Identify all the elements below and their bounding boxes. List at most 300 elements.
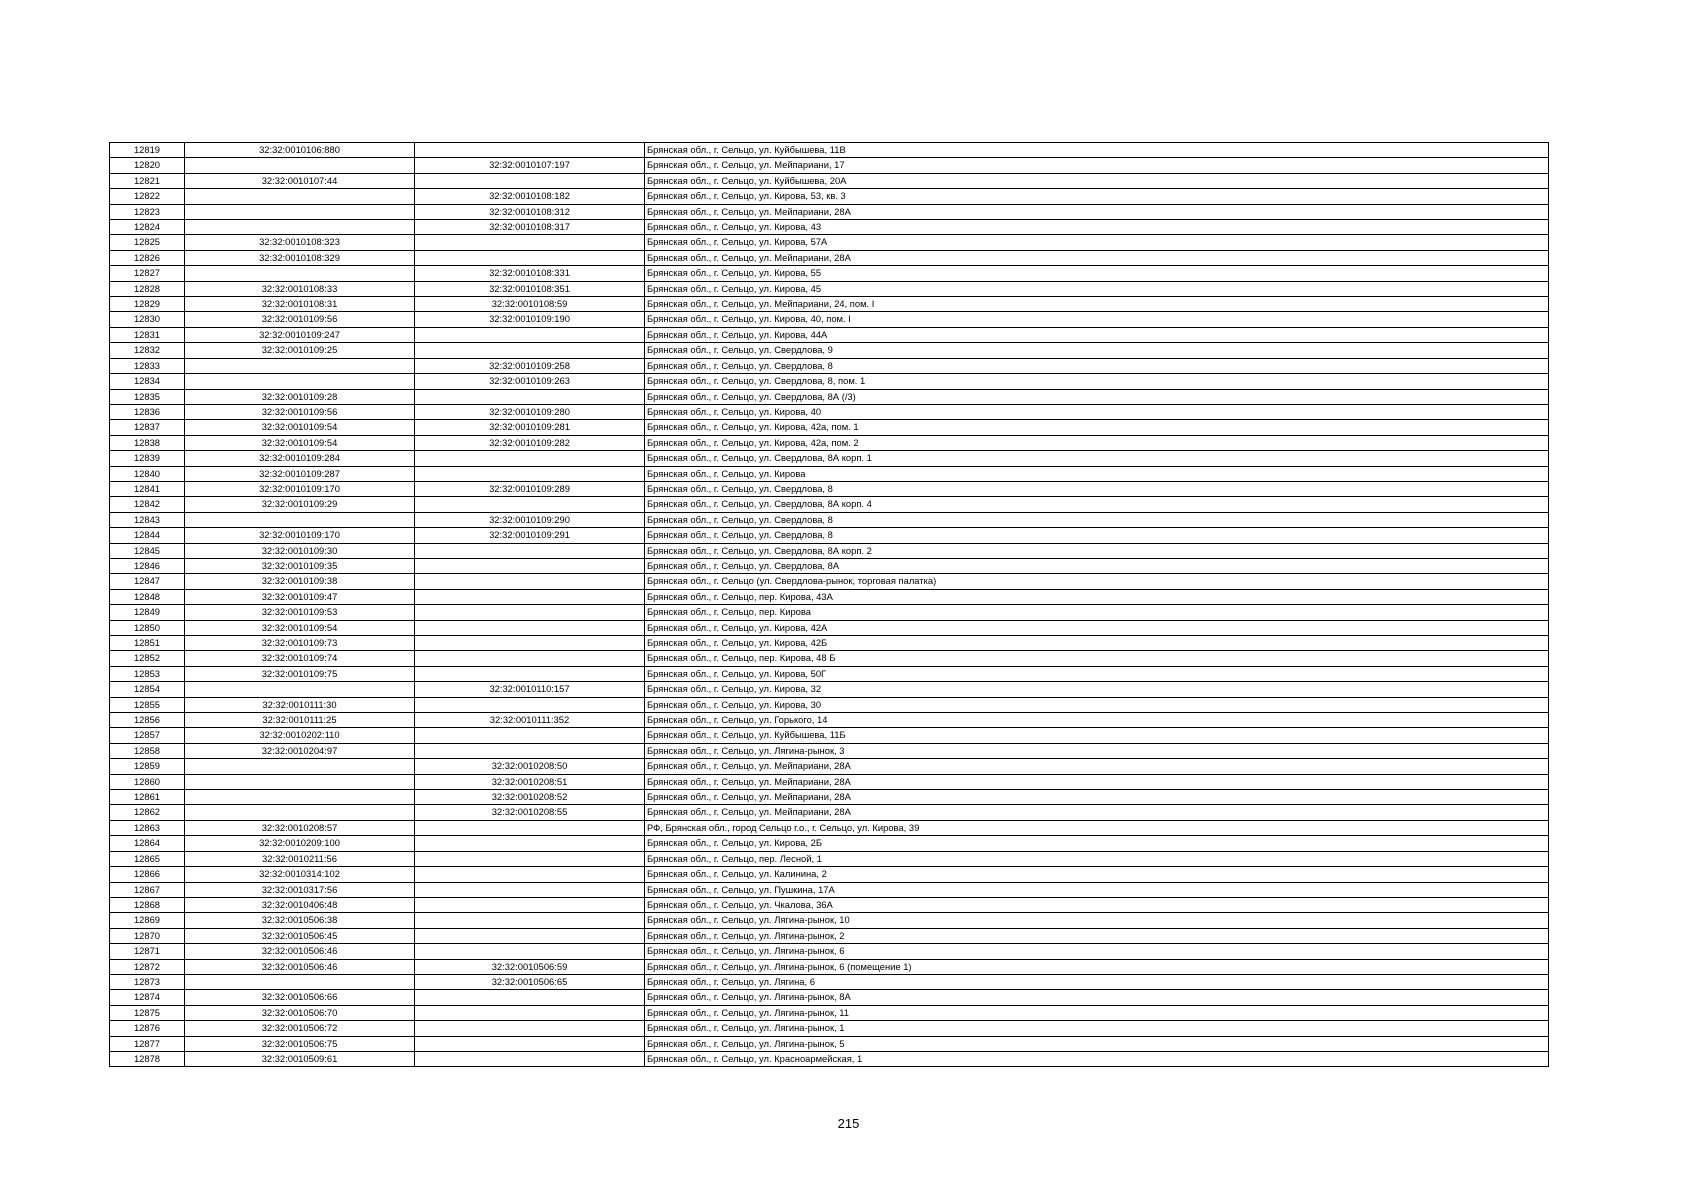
related-cadastral-number-cell: 32:32:0010109:263 bbox=[415, 374, 645, 389]
table-row bbox=[110, 851, 1549, 866]
address-cell: Брянская обл., г. Сельцо, ул. Кирова, 42А bbox=[645, 620, 1549, 635]
row-number-cell: 12820 bbox=[110, 158, 185, 173]
table-row bbox=[110, 1051, 1549, 1066]
table-row bbox=[110, 774, 1549, 789]
row-number-cell: 12867 bbox=[110, 882, 185, 897]
related-cadastral-number-cell: 32:32:0010110:157 bbox=[415, 682, 645, 697]
related-cadastral-number-cell bbox=[415, 836, 645, 851]
table-row bbox=[110, 374, 1549, 389]
address-cell: Брянская обл., г. Сельцо, ул. Свердлова, 8А корп. 4 bbox=[645, 497, 1549, 512]
related-cadastral-number-cell bbox=[415, 728, 645, 743]
cadastral-number-cell bbox=[185, 790, 415, 805]
row-number-cell: 12874 bbox=[110, 990, 185, 1005]
related-cadastral-number-cell bbox=[415, 620, 645, 635]
row-number-cell: 12826 bbox=[110, 250, 185, 265]
table-row bbox=[110, 312, 1549, 327]
row-number-cell: 12863 bbox=[110, 820, 185, 835]
table-row bbox=[110, 897, 1549, 912]
related-cadastral-number-cell: 32:32:0010109:281 bbox=[415, 420, 645, 435]
cadastral-number-cell: 32:32:0010109:25 bbox=[185, 343, 415, 358]
table-row bbox=[110, 543, 1549, 558]
row-number-cell: 12831 bbox=[110, 327, 185, 342]
row-number-cell: 12842 bbox=[110, 497, 185, 512]
row-number-cell: 12836 bbox=[110, 404, 185, 419]
table-row bbox=[110, 204, 1549, 219]
cadastral-number-cell: 32:32:0010109:54 bbox=[185, 435, 415, 450]
address-cell: Брянская обл., г. Сельцо, пер. Кирова, 48 Б bbox=[645, 651, 1549, 666]
row-number-cell: 12819 bbox=[110, 143, 185, 158]
related-cadastral-number-cell bbox=[415, 867, 645, 882]
table-row bbox=[110, 605, 1549, 620]
cadastral-number-cell: 32:32:0010109:284 bbox=[185, 451, 415, 466]
cadastral-number-cell: 32:32:0010109:56 bbox=[185, 312, 415, 327]
table-row bbox=[110, 327, 1549, 342]
row-number-cell: 12847 bbox=[110, 574, 185, 589]
cadastral-number-cell: 32:32:0010108:323 bbox=[185, 235, 415, 250]
related-cadastral-number-cell bbox=[415, 543, 645, 558]
cadastral-number-cell: 32:32:0010109:73 bbox=[185, 636, 415, 651]
address-cell: Брянская обл., г. Сельцо, ул. Свердлова, 9 bbox=[645, 343, 1549, 358]
cadastral-number-cell bbox=[185, 759, 415, 774]
related-cadastral-number-cell: 32:32:0010109:190 bbox=[415, 312, 645, 327]
table-row bbox=[110, 697, 1549, 712]
row-number-cell: 12872 bbox=[110, 959, 185, 974]
table-row bbox=[110, 481, 1549, 496]
address-cell: Брянская обл., г. Сельцо, ул. Чкалова, 36А bbox=[645, 897, 1549, 912]
row-number-cell: 12857 bbox=[110, 728, 185, 743]
row-number-cell: 12821 bbox=[110, 173, 185, 188]
table-row bbox=[110, 759, 1549, 774]
cadastral-number-cell: 32:32:0010506:72 bbox=[185, 1021, 415, 1036]
address-cell: Брянская обл., г. Сельцо, ул. Мейпариани, 24, пом. I bbox=[645, 297, 1549, 312]
related-cadastral-number-cell: 32:32:0010506:65 bbox=[415, 974, 645, 989]
cadastral-number-cell: 32:32:0010109:30 bbox=[185, 543, 415, 558]
address-cell: Брянская обл., г. Сельцо, ул. Лягина, 6 bbox=[645, 974, 1549, 989]
related-cadastral-number-cell bbox=[415, 250, 645, 265]
address-cell: Брянская обл., г. Сельцо, ул. Мейпариани, 17 bbox=[645, 158, 1549, 173]
table-row bbox=[110, 959, 1549, 974]
related-cadastral-number-cell bbox=[415, 1051, 645, 1066]
row-number-cell: 12823 bbox=[110, 204, 185, 219]
cadastral-number-cell bbox=[185, 774, 415, 789]
table-row bbox=[110, 836, 1549, 851]
table-row bbox=[110, 158, 1549, 173]
table-row bbox=[110, 574, 1549, 589]
related-cadastral-number-cell: 32:32:0010208:55 bbox=[415, 805, 645, 820]
row-number-cell: 12851 bbox=[110, 636, 185, 651]
cadastral-number-cell: 32:32:0010109:47 bbox=[185, 589, 415, 604]
table-row bbox=[110, 189, 1549, 204]
related-cadastral-number-cell bbox=[415, 882, 645, 897]
table-row bbox=[110, 528, 1549, 543]
address-cell: Брянская обл., г. Сельцо, ул. Кирова, 2Б bbox=[645, 836, 1549, 851]
address-cell: Брянская обл., г. Сельцо, ул. Свердлова, 8, пом. 1 bbox=[645, 374, 1549, 389]
row-number-cell: 12840 bbox=[110, 466, 185, 481]
address-cell: Брянская обл., г. Сельцо, ул. Свердлова, 8А (/3) bbox=[645, 389, 1549, 404]
related-cadastral-number-cell bbox=[415, 928, 645, 943]
address-cell: Брянская обл., г. Сельцо, ул. Калинина, 2 bbox=[645, 867, 1549, 882]
related-cadastral-number-cell: 32:32:0010109:291 bbox=[415, 528, 645, 543]
address-cell: Брянская обл., г. Сельцо, ул. Кирова, 43 bbox=[645, 220, 1549, 235]
cadastral-number-cell: 32:32:0010107:44 bbox=[185, 173, 415, 188]
address-cell: Брянская обл., г. Сельцо, ул. Лягина-рынок, 2 bbox=[645, 928, 1549, 943]
row-number-cell: 12875 bbox=[110, 1005, 185, 1020]
address-cell: Брянская обл., г. Сельцо, ул. Куйбышева, 11Б bbox=[645, 728, 1549, 743]
cadastral-number-cell: 32:32:0010109:29 bbox=[185, 497, 415, 512]
cadastral-number-cell bbox=[185, 266, 415, 281]
address-cell: Брянская обл., г. Сельцо, ул. Кирова, 57А bbox=[645, 235, 1549, 250]
table-row bbox=[110, 420, 1549, 435]
cadastral-number-cell: 32:32:0010506:66 bbox=[185, 990, 415, 1005]
related-cadastral-number-cell bbox=[415, 636, 645, 651]
address-cell: Брянская обл., г. Сельцо (ул. Свердлова-рынок, торговая палатка) bbox=[645, 574, 1549, 589]
table-row bbox=[110, 173, 1549, 188]
related-cadastral-number-cell: 32:32:0010208:52 bbox=[415, 790, 645, 805]
row-number-cell: 12849 bbox=[110, 605, 185, 620]
related-cadastral-number-cell bbox=[415, 143, 645, 158]
cadastral-number-cell: 32:32:0010109:247 bbox=[185, 327, 415, 342]
table-row bbox=[110, 297, 1549, 312]
related-cadastral-number-cell bbox=[415, 558, 645, 573]
address-cell: Брянская обл., г. Сельцо, ул. Свердлова, 8 bbox=[645, 528, 1549, 543]
related-cadastral-number-cell: 32:32:0010109:282 bbox=[415, 435, 645, 450]
table-row bbox=[110, 651, 1549, 666]
related-cadastral-number-cell bbox=[415, 820, 645, 835]
cadastral-number-cell: 32:32:0010506:75 bbox=[185, 1036, 415, 1051]
address-cell: Брянская обл., г. Сельцо, ул. Красноармейская, 1 bbox=[645, 1051, 1549, 1066]
table-row bbox=[110, 389, 1549, 404]
table-row bbox=[110, 666, 1549, 681]
related-cadastral-number-cell: 32:32:0010208:51 bbox=[415, 774, 645, 789]
cadastral-number-cell: 32:32:0010506:45 bbox=[185, 928, 415, 943]
related-cadastral-number-cell bbox=[415, 327, 645, 342]
cadastral-number-cell bbox=[185, 682, 415, 697]
related-cadastral-number-cell bbox=[415, 173, 645, 188]
table-row bbox=[110, 820, 1549, 835]
row-number-cell: 12859 bbox=[110, 759, 185, 774]
cadastral-number-cell bbox=[185, 204, 415, 219]
address-cell: Брянская обл., г. Сельцо, ул. Кирова, 53, кв. 3 bbox=[645, 189, 1549, 204]
cadastral-number-cell: 32:32:0010506:70 bbox=[185, 1005, 415, 1020]
table-row bbox=[110, 404, 1549, 419]
address-cell: Брянская обл., г. Сельцо, ул. Горького, 14 bbox=[645, 713, 1549, 728]
table-row bbox=[110, 1005, 1549, 1020]
cadastral-number-cell bbox=[185, 374, 415, 389]
row-number-cell: 12854 bbox=[110, 682, 185, 697]
address-cell: Брянская обл., г. Сельцо, ул. Кирова bbox=[645, 466, 1549, 481]
cadastral-number-cell bbox=[185, 805, 415, 820]
address-cell: Брянская обл., г. Сельцо, пер. Кирова, 43А bbox=[645, 589, 1549, 604]
cadastral-number-cell: 32:32:0010106:880 bbox=[185, 143, 415, 158]
address-cell: Брянская обл., г. Сельцо, ул. Лягина-рынок, 3 bbox=[645, 743, 1549, 758]
row-number-cell: 12833 bbox=[110, 358, 185, 373]
related-cadastral-number-cell bbox=[415, 343, 645, 358]
cadastral-number-cell: 32:32:0010108:329 bbox=[185, 250, 415, 265]
row-number-cell: 12877 bbox=[110, 1036, 185, 1051]
cadastral-number-cell: 32:32:0010109:38 bbox=[185, 574, 415, 589]
related-cadastral-number-cell bbox=[415, 666, 645, 681]
row-number-cell: 12865 bbox=[110, 851, 185, 866]
table-row bbox=[110, 990, 1549, 1005]
table-row bbox=[110, 343, 1549, 358]
related-cadastral-number-cell bbox=[415, 466, 645, 481]
table-row bbox=[110, 497, 1549, 512]
related-cadastral-number-cell bbox=[415, 913, 645, 928]
address-cell: Брянская обл., г. Сельцо, ул. Мейпариани, 28А bbox=[645, 204, 1549, 219]
table-row bbox=[110, 974, 1549, 989]
registry-table-body bbox=[110, 143, 1549, 1067]
address-cell: РФ, Брянская обл., город Сельцо г.о., г. Сельцо, ул. Кирова, 39 bbox=[645, 820, 1549, 835]
cadastral-number-cell: 32:32:0010109:170 bbox=[185, 481, 415, 496]
address-cell: Брянская обл., г. Сельцо, ул. Пушкина, 17А bbox=[645, 882, 1549, 897]
cadastral-number-cell bbox=[185, 158, 415, 173]
page-number: 215 bbox=[837, 1116, 860, 1131]
address-cell: Брянская обл., г. Сельцо, ул. Кирова, 50Г bbox=[645, 666, 1549, 681]
cadastral-number-cell: 32:32:0010109:287 bbox=[185, 466, 415, 481]
row-number-cell: 12870 bbox=[110, 928, 185, 943]
cadastral-number-cell: 32:32:0010209:100 bbox=[185, 836, 415, 851]
address-cell: Брянская обл., г. Сельцо, ул. Лягина-рынок, 6 bbox=[645, 944, 1549, 959]
row-number-cell: 12827 bbox=[110, 266, 185, 281]
table-row bbox=[110, 682, 1549, 697]
cadastral-number-cell: 32:32:0010204:97 bbox=[185, 743, 415, 758]
cadastral-number-cell: 32:32:0010506:38 bbox=[185, 913, 415, 928]
related-cadastral-number-cell: 32:32:0010108:317 bbox=[415, 220, 645, 235]
table-row bbox=[110, 928, 1549, 943]
address-cell: Брянская обл., г. Сельцо, ул. Лягина-рынок, 8А bbox=[645, 990, 1549, 1005]
table-row bbox=[110, 944, 1549, 959]
row-number-cell: 12869 bbox=[110, 913, 185, 928]
row-number-cell: 12824 bbox=[110, 220, 185, 235]
related-cadastral-number-cell bbox=[415, 235, 645, 250]
address-cell: Брянская обл., г. Сельцо, ул. Кирова, 55 bbox=[645, 266, 1549, 281]
address-cell: Брянская обл., г. Сельцо, ул. Кирова, 42Б bbox=[645, 636, 1549, 651]
table-row bbox=[110, 589, 1549, 604]
address-cell: Брянская обл., г. Сельцо, ул. Лягина-рынок, 5 bbox=[645, 1036, 1549, 1051]
address-cell: Брянская обл., г. Сельцо, ул. Лягина-рынок, 11 bbox=[645, 1005, 1549, 1020]
table-row bbox=[110, 1036, 1549, 1051]
cadastral-number-cell: 32:32:0010109:74 bbox=[185, 651, 415, 666]
cadastral-number-cell bbox=[185, 189, 415, 204]
related-cadastral-number-cell: 32:32:0010108:331 bbox=[415, 266, 645, 281]
address-cell: Брянская обл., г. Сельцо, ул. Кирова, 40, пом. I bbox=[645, 312, 1549, 327]
cadastral-number-cell: 32:32:0010109:54 bbox=[185, 620, 415, 635]
row-number-cell: 12830 bbox=[110, 312, 185, 327]
related-cadastral-number-cell: 32:32:0010108:59 bbox=[415, 297, 645, 312]
address-cell: Брянская обл., г. Сельцо, ул. Свердлова, 8А bbox=[645, 558, 1549, 573]
cadastral-number-cell: 32:32:0010108:33 bbox=[185, 281, 415, 296]
address-cell: Брянская обл., г. Сельцо, ул. Лягина-рынок, 6 (помещение 1) bbox=[645, 959, 1549, 974]
related-cadastral-number-cell: 32:32:0010111:352 bbox=[415, 713, 645, 728]
related-cadastral-number-cell bbox=[415, 389, 645, 404]
related-cadastral-number-cell: 32:32:0010109:290 bbox=[415, 512, 645, 527]
table-row bbox=[110, 743, 1549, 758]
address-cell: Брянская обл., г. Сельцо, ул. Мейпариани, 28А bbox=[645, 805, 1549, 820]
table-row bbox=[110, 451, 1549, 466]
address-cell: Брянская обл., г. Сельцо, ул. Кирова, 45 bbox=[645, 281, 1549, 296]
related-cadastral-number-cell: 32:32:0010506:59 bbox=[415, 959, 645, 974]
table-row bbox=[110, 805, 1549, 820]
cadastral-number-cell bbox=[185, 220, 415, 235]
row-number-cell: 12862 bbox=[110, 805, 185, 820]
row-number-cell: 12828 bbox=[110, 281, 185, 296]
table-row bbox=[110, 220, 1549, 235]
address-cell: Брянская обл., г. Сельцо, ул. Свердлова, 8 bbox=[645, 481, 1549, 496]
related-cadastral-number-cell: 32:32:0010108:351 bbox=[415, 281, 645, 296]
row-number-cell: 12864 bbox=[110, 836, 185, 851]
cadastral-number-cell: 32:32:0010109:170 bbox=[185, 528, 415, 543]
row-number-cell: 12837 bbox=[110, 420, 185, 435]
related-cadastral-number-cell bbox=[415, 944, 645, 959]
row-number-cell: 12866 bbox=[110, 867, 185, 882]
address-cell: Брянская обл., г. Сельцо, ул. Куйбышева, 11В bbox=[645, 143, 1549, 158]
table-row bbox=[110, 435, 1549, 450]
row-number-cell: 12839 bbox=[110, 451, 185, 466]
address-cell: Брянская обл., г. Сельцо, ул. Мейпариани, 28А bbox=[645, 759, 1549, 774]
table-row bbox=[110, 620, 1549, 635]
row-number-cell: 12876 bbox=[110, 1021, 185, 1036]
cadastral-number-cell: 32:32:0010109:75 bbox=[185, 666, 415, 681]
address-cell: Брянская обл., г. Сельцо, ул. Мейпариани, 28А bbox=[645, 790, 1549, 805]
related-cadastral-number-cell bbox=[415, 574, 645, 589]
row-number-cell: 12846 bbox=[110, 558, 185, 573]
address-cell: Брянская обл., г. Сельцо, ул. Кирова, 32 bbox=[645, 682, 1549, 697]
row-number-cell: 12829 bbox=[110, 297, 185, 312]
related-cadastral-number-cell bbox=[415, 605, 645, 620]
related-cadastral-number-cell bbox=[415, 497, 645, 512]
table-row bbox=[110, 713, 1549, 728]
address-cell: Брянская обл., г. Сельцо, ул. Свердлова, 8А корп. 2 bbox=[645, 543, 1549, 558]
related-cadastral-number-cell: 32:32:0010108:182 bbox=[415, 189, 645, 204]
related-cadastral-number-cell bbox=[415, 1005, 645, 1020]
row-number-cell: 12855 bbox=[110, 697, 185, 712]
related-cadastral-number-cell: 32:32:0010109:258 bbox=[415, 358, 645, 373]
table-row bbox=[110, 235, 1549, 250]
cadastral-number-cell bbox=[185, 974, 415, 989]
row-number-cell: 12853 bbox=[110, 666, 185, 681]
table-row bbox=[110, 790, 1549, 805]
cadastral-number-cell: 32:32:0010111:25 bbox=[185, 713, 415, 728]
cadastral-number-cell: 32:32:0010109:56 bbox=[185, 404, 415, 419]
address-cell: Брянская обл., г. Сельцо, ул. Свердлова, 8 bbox=[645, 512, 1549, 527]
related-cadastral-number-cell: 32:32:0010108:312 bbox=[415, 204, 645, 219]
related-cadastral-number-cell bbox=[415, 743, 645, 758]
row-number-cell: 12841 bbox=[110, 481, 185, 496]
address-cell: Брянская обл., г. Сельцо, ул. Кирова, 42а, пом. 1 bbox=[645, 420, 1549, 435]
row-number-cell: 12861 bbox=[110, 790, 185, 805]
related-cadastral-number-cell bbox=[415, 697, 645, 712]
related-cadastral-number-cell: 32:32:0010109:280 bbox=[415, 404, 645, 419]
row-number-cell: 12878 bbox=[110, 1051, 185, 1066]
cadastral-number-cell bbox=[185, 512, 415, 527]
cadastral-number-cell: 32:32:0010314:102 bbox=[185, 867, 415, 882]
cadastral-number-cell: 32:32:0010109:53 bbox=[185, 605, 415, 620]
table-row bbox=[110, 867, 1549, 882]
cadastral-number-cell: 32:32:0010108:31 bbox=[185, 297, 415, 312]
cadastral-number-cell: 32:32:0010506:46 bbox=[185, 959, 415, 974]
row-number-cell: 12868 bbox=[110, 897, 185, 912]
related-cadastral-number-cell: 32:32:0010208:50 bbox=[415, 759, 645, 774]
address-cell: Брянская обл., г. Сельцо, ул. Лягина-рынок, 10 bbox=[645, 913, 1549, 928]
row-number-cell: 12858 bbox=[110, 743, 185, 758]
cadastral-number-cell bbox=[185, 358, 415, 373]
table-row bbox=[110, 882, 1549, 897]
table-row bbox=[110, 558, 1549, 573]
row-number-cell: 12852 bbox=[110, 651, 185, 666]
address-cell: Брянская обл., г. Сельцо, ул. Свердлова, 8 bbox=[645, 358, 1549, 373]
cadastral-number-cell: 32:32:0010509:61 bbox=[185, 1051, 415, 1066]
related-cadastral-number-cell: 32:32:0010109:289 bbox=[415, 481, 645, 496]
cadastral-number-cell: 32:32:0010211:56 bbox=[185, 851, 415, 866]
row-number-cell: 12825 bbox=[110, 235, 185, 250]
address-cell: Брянская обл., г. Сельцо, ул. Кирова, 30 bbox=[645, 697, 1549, 712]
cadastral-number-cell: 32:32:0010317:56 bbox=[185, 882, 415, 897]
cadastral-number-cell: 32:32:0010202:110 bbox=[185, 728, 415, 743]
table-row bbox=[110, 250, 1549, 265]
row-number-cell: 12871 bbox=[110, 944, 185, 959]
table-row bbox=[110, 1021, 1549, 1036]
table-row bbox=[110, 143, 1549, 158]
related-cadastral-number-cell bbox=[415, 589, 645, 604]
row-number-cell: 12856 bbox=[110, 713, 185, 728]
address-cell: Брянская обл., г. Сельцо, ул. Кирова, 44А bbox=[645, 327, 1549, 342]
row-number-cell: 12834 bbox=[110, 374, 185, 389]
address-cell: Брянская обл., г. Сельцо, ул. Кирова, 40 bbox=[645, 404, 1549, 419]
row-number-cell: 12860 bbox=[110, 774, 185, 789]
row-number-cell: 12850 bbox=[110, 620, 185, 635]
related-cadastral-number-cell bbox=[415, 651, 645, 666]
table-row bbox=[110, 512, 1549, 527]
row-number-cell: 12848 bbox=[110, 589, 185, 604]
cadastral-number-cell: 32:32:0010109:35 bbox=[185, 558, 415, 573]
table-row bbox=[110, 358, 1549, 373]
cadastral-number-cell: 32:32:0010111:30 bbox=[185, 697, 415, 712]
row-number-cell: 12835 bbox=[110, 389, 185, 404]
table-row bbox=[110, 728, 1549, 743]
cadastral-number-cell: 32:32:0010109:54 bbox=[185, 420, 415, 435]
row-number-cell: 12845 bbox=[110, 543, 185, 558]
table-row bbox=[110, 466, 1549, 481]
related-cadastral-number-cell bbox=[415, 851, 645, 866]
address-cell: Брянская обл., г. Сельцо, ул. Кирова, 42а, пом. 2 bbox=[645, 435, 1549, 450]
address-cell: Брянская обл., г. Сельцо, ул. Мейпариани, 28А bbox=[645, 774, 1549, 789]
related-cadastral-number-cell: 32:32:0010107:197 bbox=[415, 158, 645, 173]
related-cadastral-number-cell bbox=[415, 990, 645, 1005]
address-cell: Брянская обл., г. Сельцо, ул. Мейпариани, 28А bbox=[645, 250, 1549, 265]
cadastral-number-cell: 32:32:0010406:48 bbox=[185, 897, 415, 912]
related-cadastral-number-cell bbox=[415, 1036, 645, 1051]
table-row bbox=[110, 913, 1549, 928]
related-cadastral-number-cell bbox=[415, 451, 645, 466]
row-number-cell: 12873 bbox=[110, 974, 185, 989]
cadastral-number-cell: 32:32:0010109:28 bbox=[185, 389, 415, 404]
row-number-cell: 12832 bbox=[110, 343, 185, 358]
row-number-cell: 12822 bbox=[110, 189, 185, 204]
cadastral-number-cell: 32:32:0010506:46 bbox=[185, 944, 415, 959]
cadastral-number-cell: 32:32:0010208:57 bbox=[185, 820, 415, 835]
address-cell: Брянская обл., г. Сельцо, ул. Лягина-рынок, 1 bbox=[645, 1021, 1549, 1036]
table-row bbox=[110, 636, 1549, 651]
address-cell: Брянская обл., г. Сельцо, ул. Свердлова, 8А корп. 1 bbox=[645, 451, 1549, 466]
related-cadastral-number-cell bbox=[415, 897, 645, 912]
table-row bbox=[110, 266, 1549, 281]
address-cell: Брянская обл., г. Сельцо, пер. Кирова bbox=[645, 605, 1549, 620]
row-number-cell: 12838 bbox=[110, 435, 185, 450]
address-cell: Брянская обл., г. Сельцо, ул. Куйбышева, 20А bbox=[645, 173, 1549, 188]
row-number-cell: 12843 bbox=[110, 512, 185, 527]
address-cell: Брянская обл., г. Сельцо, пер. Лесной, 1 bbox=[645, 851, 1549, 866]
related-cadastral-number-cell bbox=[415, 1021, 645, 1036]
